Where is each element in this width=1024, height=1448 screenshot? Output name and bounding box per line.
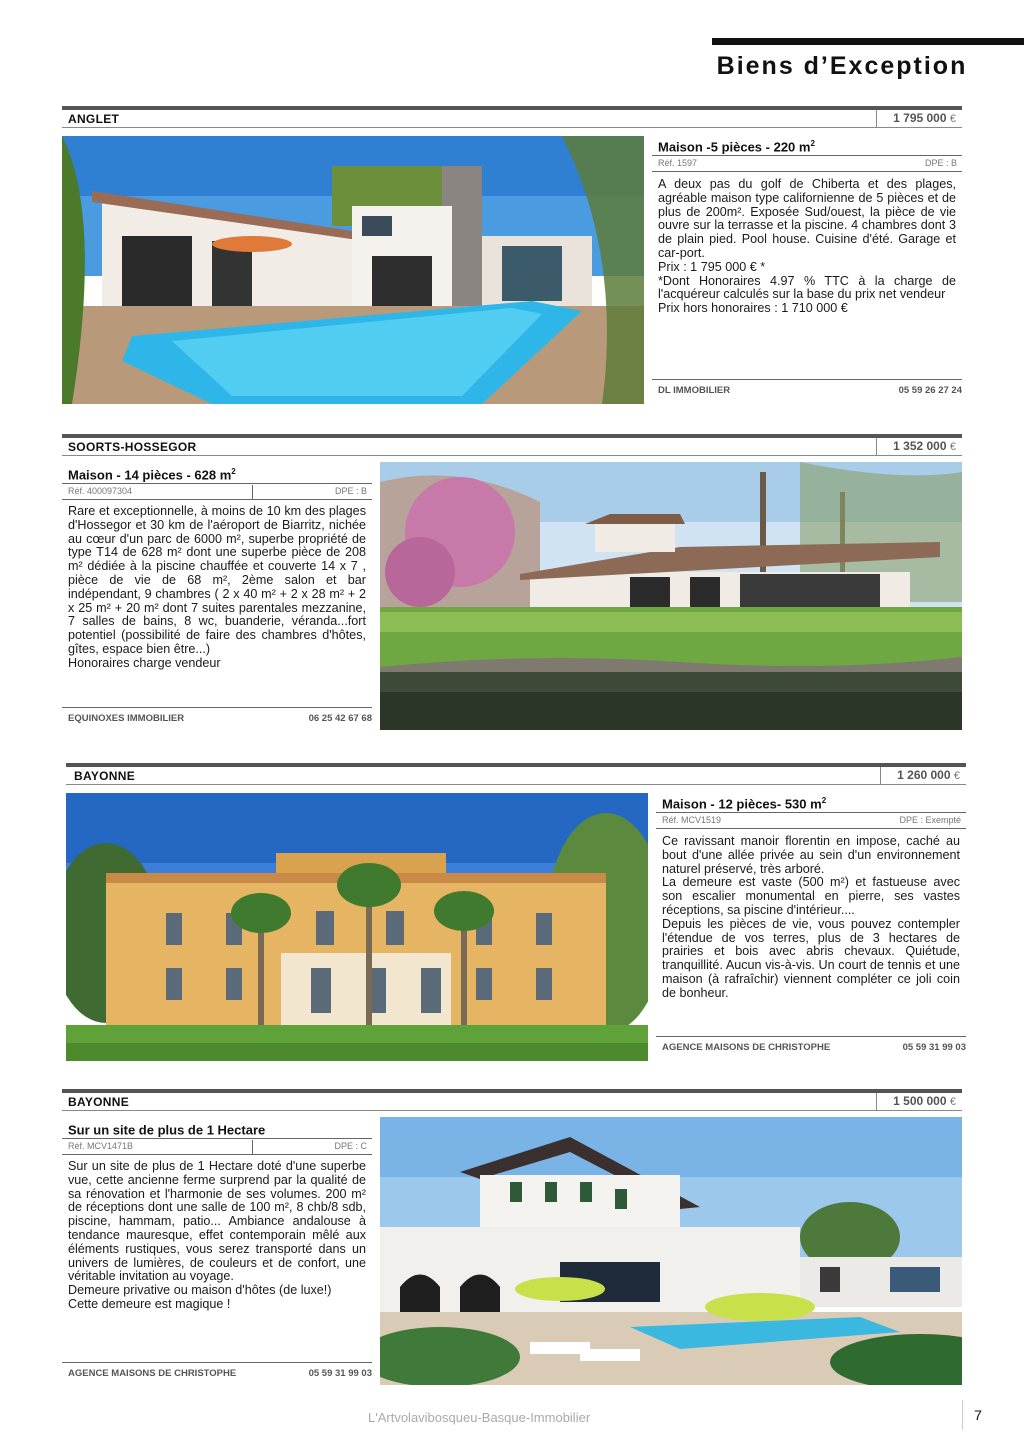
ref-number: Réf. 400097304 — [68, 486, 133, 496]
listing-city: BAYONNE — [68, 1095, 130, 1109]
ref-row — [62, 485, 372, 500]
villa-with-pond-icon — [380, 462, 962, 730]
ref-number: Réf. 1597 — [658, 158, 698, 168]
listing-header — [62, 434, 962, 456]
listing-price: 1 500 000 € — [876, 1093, 962, 1110]
agency-row — [656, 1036, 966, 1059]
agency-row — [62, 1362, 372, 1385]
listing-header — [66, 763, 966, 785]
dpe-rating: DPE : Exempté — [899, 815, 961, 825]
basque-farmhouse-with-pool-icon — [380, 1117, 962, 1385]
listing-title: Maison - 14 pièces - 628 $m^2$ — [62, 462, 372, 484]
listing-info — [62, 1117, 372, 1389]
listing-title: Sur un site de plus de 1 Hectare — [62, 1117, 372, 1139]
listing-price: 1 260 000 € — [880, 767, 966, 784]
section-title: Biens d’Exception — [716, 52, 968, 80]
listing-city: ANGLET — [68, 112, 120, 126]
listing-info — [656, 791, 966, 1063]
listing-description: Sur un site de plus de 1 Hectare doté d'une superbe vue, cette ancienne ferme surprend par la qualité de sa rénovation et l'harmonie de ses volumes. 200 m² de réceptions dont une salle de 100 m², 8 chb/8 sdb, piscine, hammam, patio... Ambiance andalouse à tendance mauresque, effet contemporain mêlé aux éléments rustiques, vous serez transporté dans un univers de lumières, de couleurs et de confort, une véritable invitation au voyage. Demeure privative ou maison d'hôtes (de luxe!) Cette demeure est magique ! — [68, 1159, 366, 1311]
dpe-rating: DPE : B — [924, 158, 957, 168]
dpe-rating: DPE : B — [334, 486, 367, 496]
agency-name: EQUINOXES IMMOBILIER — [68, 713, 185, 724]
agency-phone: 05 59 26 27 24 — [898, 385, 962, 396]
top-bar — [712, 38, 1024, 45]
listing-title: Maison -5 pièces - 220 $m^2$ — [652, 134, 962, 156]
agency-phone: 05 59 31 99 03 — [902, 1042, 966, 1053]
listing-description: Ce ravissant manoir florentin en impose, caché au bout d'une allée privée au sein d'un environnement naturel préservé, très arboré. La demeure est vaste (500 m²) et fastueuse avec son escalier monumental en pierre, ses vastes réceptions, sa piscine d'intérieur.... Depuis les pièces de vie, vous pouvez contempler l'étendue de vos terres, plus de 3 hectares de prairies et bois avec abris chevaux. Quiétude, tranquillité. Aucun vis-à-vis. Un court de tennis et une maison (à rafraîchir) viennent compléter ce joli coin de bonheur. — [662, 834, 960, 1000]
listing-description: A deux pas du golf de Chiberta et des plages, agréable maison type californienne de 5 pièces et de plus de 200m². Exposée Sud/ouest, la pièce de vie ouvre sur la terrasse et la piscine. 4 chambres dont 3 de plain pied. Pool house. Cuisine d'été. Garage et car-port. Prix : 1 795 000 € * *Dont Honoraires 4.97 % TTC à la charge de l'acquéreur calculés sur la base du prix net vendeur Prix hors honoraires : 1 710 000 € — [658, 177, 956, 316]
listing-title: Maison - 12 pièces- 530 $m^2$ — [656, 791, 966, 813]
listing-anglet — [62, 106, 962, 406]
footer-text: L'Artvolavibosqueu-Basque-Immobilier — [368, 1410, 591, 1425]
ref-row — [656, 814, 966, 829]
ref-row — [652, 157, 962, 172]
listing-bayonne-farmhouse — [62, 1089, 962, 1389]
ref-number: Réf. MCV1519 — [662, 815, 722, 825]
listing-info — [652, 134, 962, 404]
agency-name: AGENCE MAISONS DE CHRISTOPHE — [68, 1368, 237, 1379]
listing-price: 1 352 000 € — [876, 438, 962, 455]
listing-city: SOORTS-HOSSEGOR — [68, 440, 197, 454]
page-number: 7 — [962, 1400, 993, 1430]
ref-number: Réf. MCV1471B — [68, 1141, 134, 1151]
florentine-manor-icon — [66, 793, 648, 1061]
ref-divider — [252, 1140, 253, 1154]
agency-name: AGENCE MAISONS DE CHRISTOPHE — [662, 1042, 831, 1053]
dpe-rating: DPE : C — [334, 1141, 367, 1151]
listing-price: 1 795 000 € — [876, 110, 962, 127]
ref-divider — [252, 485, 253, 499]
listing-header — [62, 1089, 962, 1111]
listing-bayonne-manor — [66, 763, 966, 1063]
listing-soorts-hossegor — [62, 434, 962, 734]
ref-row — [62, 1140, 372, 1155]
listing-city: BAYONNE — [74, 769, 136, 783]
listing-info — [62, 462, 372, 734]
agency-row — [652, 379, 962, 402]
agency-phone: 06 25 42 67 68 — [308, 713, 372, 724]
agency-phone: 05 59 31 99 03 — [308, 1368, 372, 1379]
listing-description: Rare et exceptionnelle, à moins de 10 km des plages d'Hossegor et 30 km de l'aéroport de Biarritz, nichée au cœur d'un parc de 6000 m², superbe propriété de type T14 de 628 m² dont une superbe pièce de 208 m² dédiée à la piscine chauffée et couverte 14 x 7 , pièce de vie de 68 m², 2ème salon et bar indépendant, 9 chambres ( 2 x 40 m² + 2 x 28 m² + 2 x 25 m² + 20 m² dont 7 suites parentales mezzanine, 7 salles de bains, 8 wc, buanderie, véranda...fort potentiel (possibilité de faire des chambres d'hôtes, gîtes, espace bien être...) Honoraires charge vendeur — [68, 504, 366, 670]
modern-house-with-pool-icon — [62, 136, 644, 404]
listing-header — [62, 106, 962, 128]
agency-row — [62, 707, 372, 730]
agency-name: DL IMMOBILIER — [658, 385, 731, 396]
